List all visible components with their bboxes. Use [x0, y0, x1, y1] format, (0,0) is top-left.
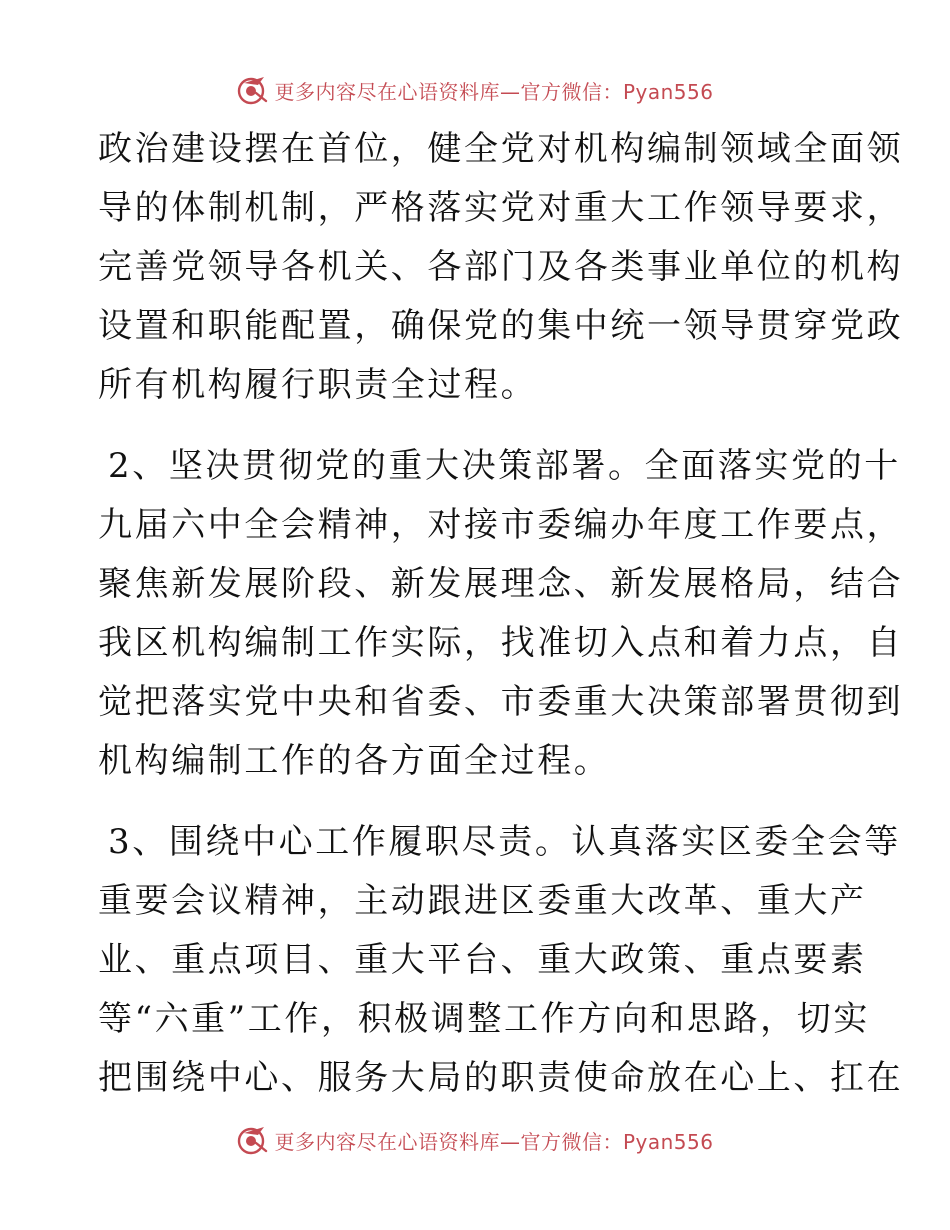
paragraph-1 — [98, 120, 904, 415]
text-line: 机构编制工作的各方面全过程。 — [98, 741, 611, 781]
text-line: 聚焦新发展阶段、新发展理念、新发展格局，结合 — [98, 564, 904, 604]
text-line: 觉把落实党中央和省委、市委重大决策部署贯彻到 — [98, 682, 904, 722]
footer-watermark — [0, 1120, 950, 1160]
header-watermark — [0, 70, 950, 110]
watermark-logo-icon — [236, 1123, 270, 1157]
text-line: 把围绕中心、服务大局的职责使命放在心上、扛在 — [98, 1058, 904, 1098]
text-line: 我区机构编制工作实际，找准切入点和着力点，自 — [98, 623, 904, 663]
text-line: 重要会议精神，主动跟进区委重大改革、重大产 — [98, 881, 867, 921]
text-line: 等“六重”工作，积极调整工作方向和思路，切实 — [98, 999, 870, 1039]
paragraph-2 — [98, 437, 904, 791]
text-line: 业、重点项目、重大平台、重大政策、重点要素 — [98, 940, 867, 980]
paragraph-spacer — [98, 791, 858, 813]
text-line: 设置和职能配置，确保党的集中统一领导贯穿党政 — [98, 306, 904, 346]
text-line: 所有机构履行职责全过程。 — [98, 365, 538, 405]
text-line: 2、坚决贯彻党的重大决策部署。全面落实党的十 — [108, 446, 901, 486]
watermark-logo-icon — [236, 73, 270, 107]
text-line: 导的体制机制，严格落实党对重大工作领导要求， — [98, 188, 904, 228]
watermark-text: 更多内容尽在心语资料库—官方微信：Pyan556 — [274, 1129, 714, 1154]
text-line: 3、围绕中心工作履职尽责。认真落实区委全会等 — [108, 822, 901, 862]
text-line: 九届六中全会精神，对接市委编办年度工作要点， — [98, 505, 904, 545]
paragraph-spacer — [98, 415, 858, 437]
paragraph-3 — [98, 813, 904, 1108]
text-line: 政治建设摆在首位，健全党对机构编制领域全面领 — [98, 129, 904, 169]
document-body — [98, 120, 904, 1108]
watermark-text: 更多内容尽在心语资料库—官方微信：Pyan556 — [274, 79, 714, 104]
text-line: 完善党领导各机关、各部门及各类事业单位的机构 — [98, 247, 904, 287]
